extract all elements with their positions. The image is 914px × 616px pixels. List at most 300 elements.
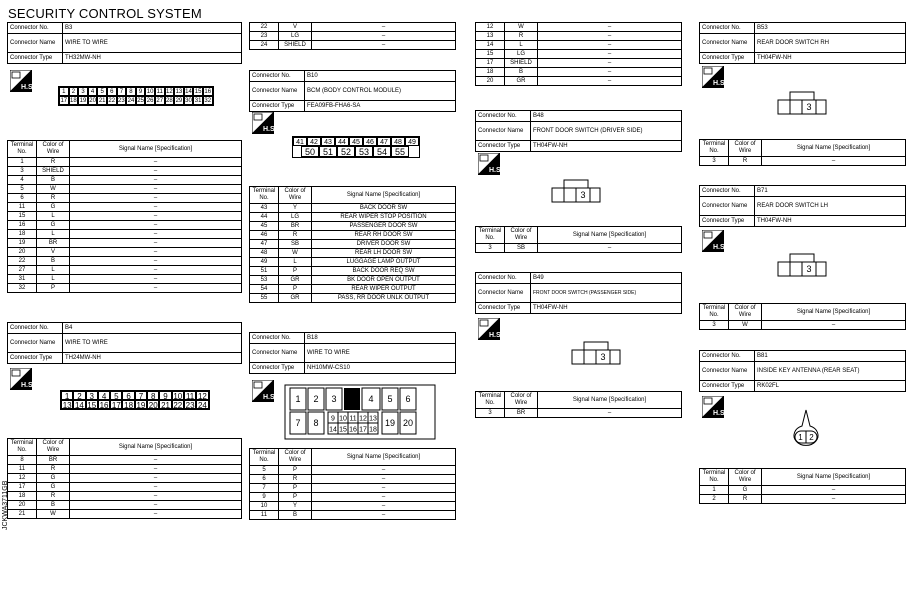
terminal-no: 15 [476,50,505,59]
terminal-no: 51 [250,267,279,276]
signal-name: REAR WIPER STOP POSITION [312,213,456,222]
wire-color: L [279,258,312,267]
pin-label: 49 [405,137,419,146]
connector-no: B53 [755,23,906,34]
terminal-no: 31 [8,275,37,284]
signal-name: – [312,41,456,50]
wire-color: P [279,466,312,475]
table-row [8,501,242,510]
connector-type: TH04FW-NH [531,303,682,314]
table-row [8,203,242,212]
terminal-no: 1 [700,486,729,495]
wire-color: G [37,221,70,230]
connector-no: B3 [63,23,242,34]
table-row [8,284,242,293]
connector-b3-face [58,86,214,106]
wire-color: V [37,248,70,257]
pin-row-top [59,87,213,96]
pin-label: 17 [359,426,367,434]
table-row [250,213,456,222]
wire-color: G [729,486,762,495]
pin-label: 17 [111,401,121,410]
wire-color: P [37,284,70,293]
pin-label: 2 [809,433,814,442]
terminal-no-header: Terminal No. [700,304,729,321]
pin-label: 15 [339,426,347,434]
signal-name: BACK DOOR SW [312,204,456,213]
table-row [250,240,456,249]
hs-icon [10,368,32,390]
table-row [700,486,906,495]
wire-color: R [505,32,538,41]
signal-name: – [538,409,682,418]
pin-label: 3 [331,394,337,404]
pin-label: 19 [384,418,396,428]
wire-color: SHIELD [37,167,70,176]
terminal-no: 3 [700,157,729,166]
pin-label: 31 [194,98,202,104]
connector-name: FRONT DOOR SWITCH (PASSENGER SIDE) [531,284,682,303]
terminal-no: 12 [476,23,505,32]
terminal-no-header: Terminal No. [250,187,279,204]
table-row [8,230,242,239]
terminal-no: 43 [250,204,279,213]
terminal-no: 5 [8,185,37,194]
signal-name: – [70,230,242,239]
terminal-no: 19 [8,239,37,248]
signal-name-header: Signal Name [Specification] [70,141,242,158]
terminal-no: 27 [8,266,37,275]
terminal-no: 48 [250,249,279,258]
connector-b4-terminals [7,438,242,519]
signal-name: – [70,474,242,483]
table-row [250,222,456,231]
terminal-no: 44 [250,213,279,222]
pin-label: 26 [146,98,154,104]
color-of-wire-header: Color of Wire [729,469,762,486]
terminal-no: 54 [250,285,279,294]
terminal-no: 14 [476,41,505,50]
terminal-no-header: Terminal No. [250,449,279,466]
signal-name: – [312,511,456,520]
connector-b71-info: Connector No. B71 Connector Name REAR DOOR SWITCH LH Connector Type TH04FW-NH [699,185,906,227]
signal-name: – [70,203,242,212]
terminal-no-header: Terminal No. [476,392,505,409]
pin-label: 3 [806,102,812,112]
terminal-no: 18 [8,492,37,501]
terminal-no: 18 [8,230,37,239]
wire-color: Y [279,204,312,213]
pin-row-bottom [59,96,213,105]
signal-name: – [70,158,242,167]
hs-icon [478,153,500,175]
terminal-no: 3 [8,167,37,176]
connector-b53-info: Connector No. B53 Connector Name REAR DOOR SWITCH RH Connector Type TH04FW-NH [699,22,906,64]
connector-no: B49 [531,273,682,284]
table-row [8,483,242,492]
pin-blocked [344,388,360,410]
table-row [250,276,456,285]
signal-name: – [538,244,682,253]
wire-color: W [37,510,70,519]
connector-type: TH24MW-NH [63,353,242,364]
pin-label: 54 [373,146,391,157]
connector-b10-face [292,136,420,158]
wire-color: R [37,158,70,167]
wire-color: R [279,475,312,484]
pin-row-bottom [61,400,209,409]
pin-label: 8 [313,418,319,428]
pin-label: 3 [806,264,812,274]
wire-color: B [37,176,70,185]
signal-name: – [70,510,242,519]
pin-label: 32 [204,98,212,104]
table-row [250,493,456,502]
terminal-no: 23 [250,32,279,41]
pin-label: 46 [363,137,377,146]
connector-b4-face [60,390,210,410]
table-row [8,456,242,465]
pin-row-top [293,137,419,146]
pin-label: 29 [175,98,183,104]
pin-label: 15 [194,89,202,95]
color-of-wire-header: Color of Wire [37,141,70,158]
signal-name: – [538,77,682,86]
terminal-no-header: Terminal No. [700,469,729,486]
hs-icon [252,112,274,134]
connector-b71-face [776,252,828,278]
table-row [250,475,456,484]
pin-label: 27 [156,98,164,104]
terminal-no: 24 [250,41,279,50]
pin-label: 20 [89,98,96,104]
pin-label: 10 [339,415,347,423]
pin-label: 18 [70,98,77,104]
signal-name: – [762,495,906,504]
table-row [250,267,456,276]
signal-name-header: Signal Name [Specification] [312,449,456,466]
wire-color: R [37,492,70,501]
pin-label: 53 [355,146,373,157]
connector-b53-face [776,90,828,116]
pin-label: 45 [349,137,363,146]
connector-type: NH10MW-CS10 [305,363,456,374]
wire-color: B [505,68,538,77]
connector-b3-terminals-cont [249,22,456,50]
wire-color: R [37,194,70,203]
wire-color: P [279,484,312,493]
color-of-wire-header: Color of Wire [729,304,762,321]
table-row [250,23,456,32]
signal-name: – [762,321,906,330]
connector-no: B10 [305,71,456,82]
terminal-no: 3 [700,321,729,330]
pin-label: 3 [86,391,98,400]
connector-b48-info: Connector No. B48 Connector Name FRONT DOOR SWITCH (DRIVER SIDE) Connector Type TH04FW-NH [475,110,682,152]
table-row [8,492,242,501]
pin-label: 44 [335,137,349,146]
terminal-no: 46 [250,231,279,240]
table-row [476,23,682,32]
pin-label: 7 [295,418,301,428]
signal-name: – [312,484,456,493]
connector-name: INSIDE KEY ANTENNA (REAR SEAT) [755,362,906,381]
connector-name: REAR DOOR SWITCH LH [755,197,906,216]
terminal-no: 13 [476,32,505,41]
wire-color: W [505,23,538,32]
connector-name: FRONT DOOR SWITCH (DRIVER SIDE) [531,122,682,141]
wire-color: R [729,495,762,504]
pin-label: 28 [165,98,173,104]
signal-name: – [70,248,242,257]
diagram-code: JCKWA3711GB [2,480,9,530]
color-of-wire-header: Color of Wire [505,227,538,244]
signal-name: LUGGAGE LAMP OUTPUT [312,258,456,267]
pin-label: 13 [175,89,183,95]
pin-label: 10 [146,89,154,95]
pin-label: 11 [185,392,195,401]
connector-b49-info: Connector No. B49 Connector Name FRONT DOOR SWITCH (PASSENGER SIDE) Connector Type TH04FW-NH [475,272,682,314]
terminal-no: 9 [250,493,279,502]
terminal-no: 3 [476,244,505,253]
signal-name: – [70,266,242,275]
pin-label: 11 [349,415,357,423]
signal-name-header: Signal Name [Specification] [70,439,242,456]
terminal-no: 20 [8,248,37,257]
table-row [8,257,242,266]
connector-b81-terminals [699,468,906,504]
pin-label: 20 [148,401,158,410]
wire-color: BR [505,409,538,418]
hs-icon [478,318,500,340]
pin-label: 30 [185,98,192,104]
connector-b18-terminals [249,448,456,520]
connector-b10-info: Connector No. B10 Connector Name BCM (BODY CONTROL MODULE) Connector Type FEA09FB-FHA6-SA [249,70,456,112]
terminal-no: 17 [8,483,37,492]
terminal-no: 7 [250,484,279,493]
signal-name: – [538,68,682,77]
pin-label: 6 [405,394,411,404]
pin-label: 23 [118,98,125,104]
terminal-no: 2 [700,495,729,504]
wire-color: GR [279,276,312,285]
wire-color: L [37,230,70,239]
table-row [8,266,242,275]
pin-label: 14 [185,89,192,95]
signal-name: DRIVER DOOR SW [312,240,456,249]
connector-type: TH04FW-NH [755,216,906,227]
connector-terminals-cont [475,22,682,86]
table-row [250,41,456,50]
connector-b3-terminals [7,140,242,293]
wire-color: L [37,275,70,284]
wire-color: B [37,257,70,266]
pin-label: 18 [369,426,377,434]
signal-name: – [538,59,682,68]
pin-label: 4 [88,87,98,96]
table-row [700,495,906,504]
terminal-no: 18 [476,68,505,77]
table-row [476,32,682,41]
connector-b81-info: Connector No. B81 Connector Name INSIDE KEY ANTENNA (REAR SEAT) Connector Type RK02FL [699,350,906,392]
wire-color: SHIELD [505,59,538,68]
table-row [250,502,456,511]
pin-row-bottom [293,146,419,157]
pin-label: 3 [600,352,606,362]
pin-label: 43 [321,137,335,146]
terminal-no: 15 [8,212,37,221]
signal-name: – [70,176,242,185]
table-row [8,212,242,221]
pin-label: 19 [79,98,87,104]
signal-name: – [538,32,682,41]
pin-label: 48 [391,137,405,146]
terminal-no: 20 [476,77,505,86]
pin-label: 23 [185,401,195,410]
connector-name: BCM (BODY CONTROL MODULE) [305,82,456,101]
table-row [700,321,906,330]
table-row [8,176,242,185]
signal-name: BACK DOOR REQ SW [312,267,456,276]
terminal-no: 22 [250,23,279,32]
wire-color: W [279,249,312,258]
signal-name: – [70,501,242,510]
terminal-no: 45 [250,222,279,231]
signal-name: – [70,465,242,474]
pin-label: 2 [313,394,319,404]
connector-no: B81 [755,351,906,362]
terminal-no: 32 [8,284,37,293]
pin-label: 17 [60,98,68,104]
signal-name: – [312,466,456,475]
terminal-no: 6 [8,194,37,203]
connector-b81-face [786,408,826,448]
pin-label: 5 [110,391,122,400]
pin-label: 14 [329,426,337,434]
pin-label: 4 [368,394,374,404]
wire-color: W [37,185,70,194]
terminal-no: 47 [250,240,279,249]
pin-label: 12 [165,89,173,95]
wire-color: G [37,474,70,483]
wire-color: BR [279,222,312,231]
signal-name: – [312,32,456,41]
wire-color: W [729,321,762,330]
hs-icon [702,396,724,418]
pin-label: 8 [147,391,159,400]
signal-name-header: Signal Name [Specification] [762,140,906,157]
connector-type: TH04FW-NH [531,141,682,152]
pin-label: 10 [173,392,183,401]
terminal-no: 16 [8,221,37,230]
signal-name: – [70,167,242,176]
wire-color: B [279,511,312,520]
pin-label: 8 [126,87,136,96]
signal-name: PASSENGER DOOR SW [312,222,456,231]
connector-b49-face [570,340,622,366]
pin-label: 41 [293,137,307,146]
signal-name-header: Signal Name [Specification] [538,392,682,409]
pin-label: 16 [349,426,357,434]
pin-label: 21 [98,98,106,104]
terminal-no-header: Terminal No. [700,140,729,157]
connector-b49-terminals [475,391,682,418]
signal-name: – [762,157,906,166]
wire-color: BR [37,239,70,248]
terminal-no: 11 [8,203,37,212]
hs-icon [702,230,724,252]
table-row [8,465,242,474]
wire-color: LG [505,50,538,59]
table-row [250,258,456,267]
terminal-no: 53 [250,276,279,285]
pin-label: 1 [61,391,73,400]
pin-label: 25 [137,98,144,104]
signal-name: – [70,239,242,248]
terminal-no: 10 [250,502,279,511]
signal-name: REAR LH DOOR SW [312,249,456,258]
signal-name: – [70,492,242,501]
pin-label: 24 [197,401,207,410]
terminal-no: 55 [250,294,279,303]
signal-name: – [70,194,242,203]
table-row [8,158,242,167]
wire-color: R [37,465,70,474]
pin-label: 9 [331,415,335,423]
connector-type: TH04FW-NH [755,53,906,64]
pin-label: 2 [69,87,79,96]
connector-name: WIRE TO WIRE [63,34,242,53]
signal-name-header: Signal Name [Specification] [312,187,456,204]
connector-no: B18 [305,333,456,344]
table-row [476,59,682,68]
terminal-no: 49 [250,258,279,267]
wire-color: G [37,483,70,492]
connector-type: FEA09FB-FHA6-SA [305,101,456,112]
pin-label: 20 [402,418,414,428]
hs-icon [702,66,724,88]
wire-color: SB [279,240,312,249]
signal-name: – [70,483,242,492]
pin-label: 16 [204,89,212,95]
signal-name: – [70,221,242,230]
table-row [8,275,242,284]
signal-name: – [538,50,682,59]
signal-name: – [312,475,456,484]
signal-name: – [70,275,242,284]
pin-label: 9 [136,87,146,96]
connector-b53-terminals [699,139,906,166]
wire-color: BR [37,456,70,465]
pin-label: 19 [136,401,146,410]
table-row [8,474,242,483]
signal-name: – [312,502,456,511]
pin-label: 13 [369,415,377,423]
wire-color: L [505,41,538,50]
wire-color: L [37,266,70,275]
hs-icon [252,380,274,402]
table-row [476,68,682,77]
connector-name: WIRE TO WIRE [63,334,242,353]
signal-name: – [762,486,906,495]
terminal-no: 17 [476,59,505,68]
pin-label: 55 [391,146,409,157]
wire-color: GR [505,77,538,86]
terminal-no: 11 [8,465,37,474]
table-row [250,249,456,258]
signal-name: – [70,456,242,465]
pin-label: 9 [159,391,171,400]
